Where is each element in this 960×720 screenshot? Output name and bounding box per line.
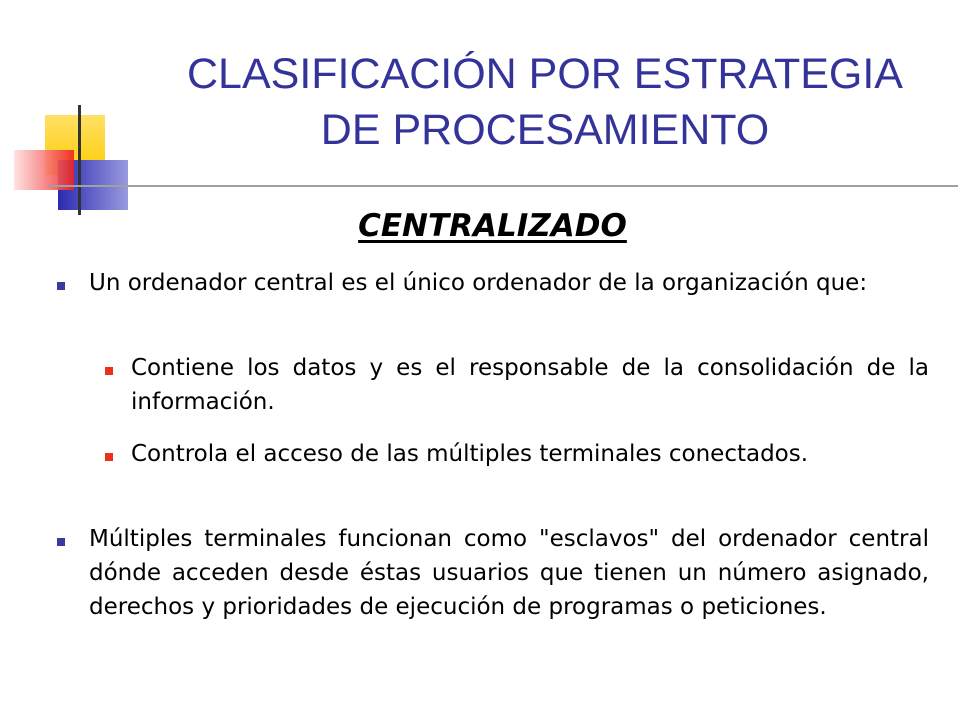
deco-vertical-line [78, 105, 81, 215]
bullet-item: Múltiples terminales funcionan como "esclavos" del ordenador central dónde acceden desde éstas usuarios que tienen un número asignado, derechos y prioridades de ejecución de programas o peticiones. [89, 526, 929, 620]
bullet-marker [57, 282, 65, 290]
decorative-squares-graphic [0, 0, 140, 220]
bullet-marker [57, 538, 65, 546]
deco-red-square [14, 150, 74, 190]
section-heading: CENTRALIZADO [358, 208, 627, 244]
bullet-marker [105, 453, 113, 461]
title-line-2: DE PROCESAMIENTO [320, 106, 770, 154]
sub-bullet-item: Contiene los datos y es el responsable de la consolidación de la información. [131, 355, 929, 415]
sub-bullet-item: Controla el acceso de las múltiples terminales conectados. [131, 441, 809, 467]
bullet-marker [105, 367, 113, 375]
title-divider [48, 185, 958, 187]
slide-title [130, 46, 960, 158]
bullet-item: Un ordenador central es el único ordenador de la organización que: [89, 270, 868, 296]
title-line-1: CLASIFICACIÓN POR ESTRATEGIA [187, 50, 903, 98]
